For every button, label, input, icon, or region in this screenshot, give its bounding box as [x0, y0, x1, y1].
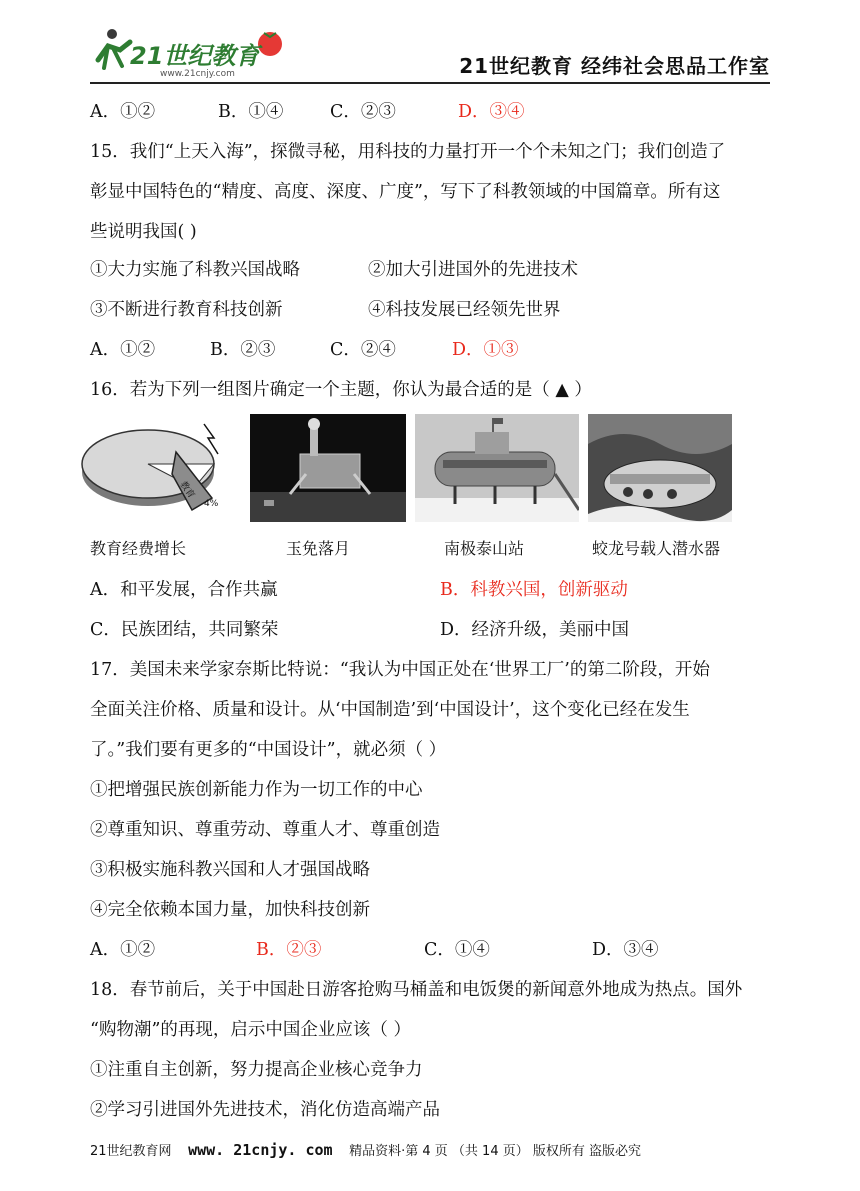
q17-statement-1: ①把增强民族创新能力作为一切工作的中心	[90, 780, 423, 800]
q15-option-d-answer: D．①③	[452, 340, 519, 360]
q14-option-a: A．①②	[90, 102, 156, 122]
q15-stem-line-1: 15．我们“上天入海”，探微寻秘，用科技的力量打开一个个未知之门；我们创造了	[90, 142, 726, 162]
q18-stem-line-2: “购物潮”的再现，启示中国企业应该（ ）	[90, 1020, 411, 1040]
q17-stem-line-1: 17．美国未来学家奈斯比特说：“我认为中国正处在‘世界工厂’的第二阶段，开始	[90, 660, 710, 680]
logo-text: 21世纪教育	[130, 42, 260, 70]
q15-option-c: C．②④	[330, 340, 396, 360]
q15-stem-line-2: 彰显中国特色的“精度、高度、深度、广度”，写下了科教领域的中国篇章。所有这	[90, 182, 721, 202]
q17-option-d: D．③④	[592, 940, 659, 960]
q15-option-a: A．①②	[90, 340, 156, 360]
logo-url: www.21cnjy.com	[160, 69, 235, 79]
education-funding-pie-image	[76, 414, 238, 522]
header-title: 21世纪教育 经纬社会思品工作室	[459, 54, 770, 78]
q16-option-b-answer: B．科教兴国，创新驱动	[440, 580, 628, 600]
q16-option-d: D．经济升级，美丽中国	[440, 620, 630, 640]
q16-option-a: A．和平发展，合作共赢	[90, 580, 278, 600]
q17-option-b-answer: B．②③	[256, 940, 322, 960]
page-footer	[90, 1140, 641, 1159]
q14-option-c: C．②③	[330, 102, 396, 122]
caption-education-funding: 教育经费增长	[90, 539, 187, 558]
taishan-station-image	[415, 414, 579, 522]
q18-stem-line-1: 18．春节前后，关于中国赴日游客抢购马桶盖和电饭煲的新闻意外地成为热点。国外	[90, 980, 743, 1000]
q15-statement-2: ②加大引进国外的先进技术	[368, 260, 578, 280]
caption-jiaolong: 蛟龙号载人潜水器	[592, 539, 721, 558]
pie-wedge-text: 教育	[177, 479, 197, 501]
header-divider	[90, 82, 770, 84]
q18-statement-2: ②学习引进国外先进技术，消化仿造高端产品	[90, 1100, 440, 1120]
caption-lunar-rover: 玉免落月	[286, 539, 351, 558]
q17-stem-line-2: 全面关注价格、质量和设计。从‘中国制造’到‘中国设计’，这个变化已经在发生	[90, 700, 690, 720]
footer-left: 21世纪教育网	[90, 1144, 172, 1159]
q14-option-d-answer: D．③④	[458, 102, 525, 122]
q17-statement-2: ②尊重知识、尊重劳动、尊重人才、尊重创造	[90, 820, 440, 840]
q15-statement-3: ③不断进行教育科技创新	[90, 300, 283, 320]
q17-option-c: C．①④	[424, 940, 490, 960]
q15-statement-4: ④科技发展已经领先世界	[368, 300, 561, 320]
q17-statement-3: ③积极实施科教兴国和人才强国战略	[90, 860, 370, 880]
q18-statement-1: ①注重自主创新，努力提高企业核心竞争力	[90, 1060, 423, 1080]
q15-option-b: B．②③	[210, 340, 276, 360]
jiaolong-submersible-image	[588, 414, 732, 522]
21cnjy-logo	[90, 24, 290, 80]
footer-page-info: 精品资料·第 4 页 （共 14 页） 版权所有 盗版必究	[349, 1144, 641, 1159]
caption-taishan-station: 南极泰山站	[444, 539, 525, 558]
q16-option-c: C．民族团结，共同繁荣	[90, 620, 279, 640]
q17-statement-4: ④完全依赖本国力量，加快科技创新	[90, 900, 370, 920]
lunar-rover-image	[250, 414, 406, 522]
q15-stem-line-3: 些说明我国( )	[90, 222, 197, 242]
pie-percent-label: 4%	[204, 499, 219, 509]
q14-option-b: B．①④	[218, 102, 284, 122]
q16-stem: 16．若为下列一组图片确定一个主题，你认为最合适的是（ ▲ ）	[90, 380, 592, 400]
footer-site-link[interactable]: www. 21cnjy. com	[188, 1141, 333, 1159]
q17-option-a: A．①②	[90, 940, 156, 960]
q17-stem-line-3: 了。”我们要有更多的“中国设计”，就必须（ ）	[90, 740, 447, 760]
page-header	[90, 20, 770, 84]
q15-statement-1: ①大力实施了科教兴国战略	[90, 260, 300, 280]
